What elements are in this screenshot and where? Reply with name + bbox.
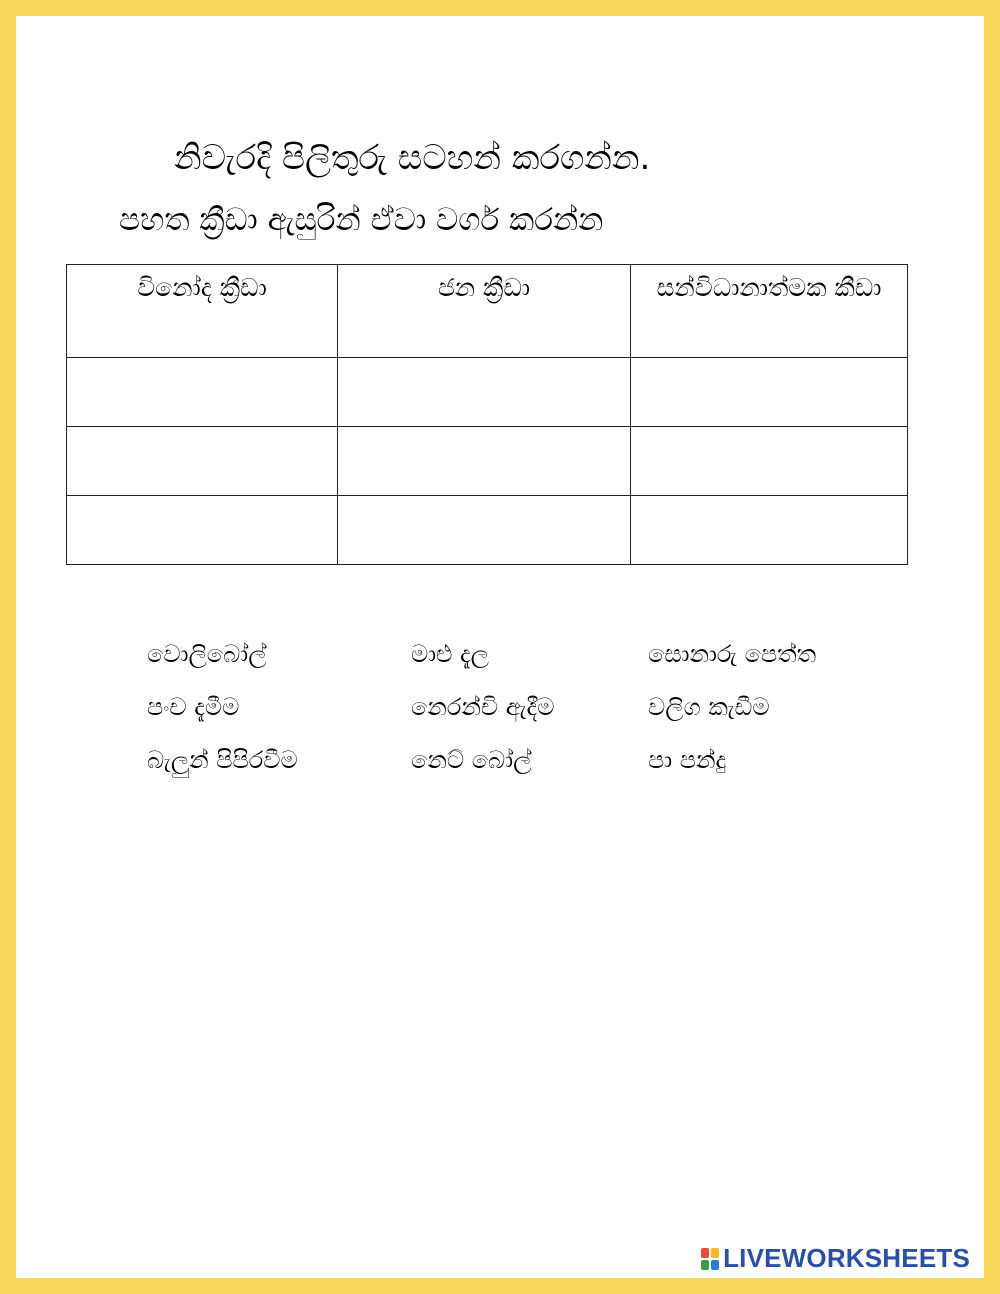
answer-cell[interactable] bbox=[338, 358, 631, 427]
answer-cell[interactable] bbox=[338, 427, 631, 496]
liveworksheets-logo bbox=[701, 1243, 970, 1274]
word-item[interactable]: මාළු දැල bbox=[411, 640, 489, 668]
word-item[interactable]: වොලිබෝල් bbox=[147, 640, 267, 668]
word-item[interactable]: පංච දැමීම bbox=[147, 693, 240, 721]
header-folk-games: ජන ක්‍රීඩා bbox=[338, 265, 631, 358]
word-item[interactable]: බැලුන් පිපිරවීම bbox=[147, 746, 298, 774]
word-item[interactable]: නෙරන්චි ඇදීම bbox=[411, 693, 555, 721]
word-item[interactable]: සොනාරු පෙත්ත bbox=[648, 640, 817, 668]
worksheet-page bbox=[16, 16, 984, 1278]
answer-cell[interactable] bbox=[338, 496, 631, 565]
table-row bbox=[67, 427, 908, 496]
word-bank bbox=[16, 634, 984, 804]
answer-cell[interactable] bbox=[67, 358, 338, 427]
answer-cell[interactable] bbox=[67, 427, 338, 496]
logo-squares-icon bbox=[701, 1248, 719, 1270]
word-item[interactable]: වලිග කැඩීම bbox=[648, 693, 770, 721]
header-organized-sports: සන්විධානාත්මක කීඩා bbox=[631, 265, 908, 358]
logo-text: LIVEWORKSHEETS bbox=[723, 1243, 970, 1273]
logo-square bbox=[711, 1260, 719, 1270]
word-item[interactable]: නෙට් බෝල් bbox=[411, 746, 532, 774]
logo-square bbox=[711, 1248, 719, 1258]
answer-cell[interactable] bbox=[631, 358, 908, 427]
answer-cell[interactable] bbox=[631, 496, 908, 565]
table-row bbox=[67, 496, 908, 565]
logo-square bbox=[701, 1248, 709, 1258]
header-fun-games: විනෝද ක්‍රීඩා bbox=[67, 265, 338, 358]
worksheet-heading: නිවැරදි පිලිතුරු සටහන් කරගන්න. bbox=[174, 138, 651, 178]
word-item[interactable]: පා පන්දු bbox=[648, 746, 727, 774]
logo-square bbox=[701, 1260, 709, 1270]
answer-cell[interactable] bbox=[631, 427, 908, 496]
worksheet-instruction: පහත ක්‍රීඩා ඇසුරින් ඒවා වර්ග කරන්න bbox=[119, 202, 604, 238]
classification-table bbox=[66, 264, 908, 565]
answer-cell[interactable] bbox=[67, 496, 338, 565]
table-header-row bbox=[67, 265, 908, 358]
table-row bbox=[67, 358, 908, 427]
